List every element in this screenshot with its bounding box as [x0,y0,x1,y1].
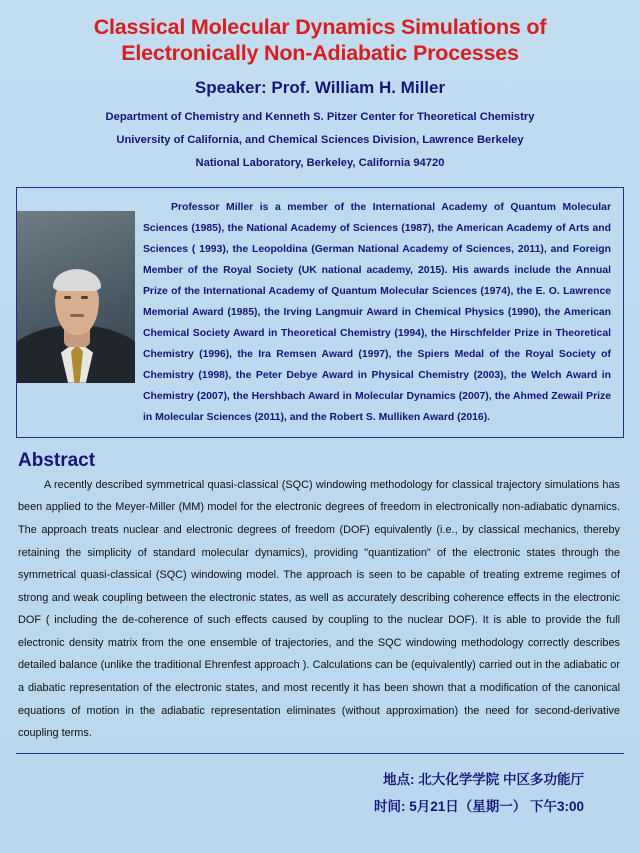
speaker-photo-wrap [17,197,135,428]
poster-title [10,0,630,67]
portrait-mouth [70,314,84,317]
portrait-eye-right [81,296,88,299]
speaker-line: Speaker: Prof. William H. Miller [194,77,446,97]
title-line-2: Electronically Non-Adiabatic Processes [121,41,519,66]
title-line-1: Classical Molecular Dynamics Simulations of [93,15,547,39]
divider [16,753,624,754]
abstract-body-wrap [18,474,620,751]
abstract-text: A recently described symmetrical quasi-classical (SQC) windowing methodology for classical trajectory simulations has been applied to the Meyer-Miller (MM) model for the electronic degrees of freedom in electronically non-adiabatic dynamics. The approach treats nuclear and electronic degrees of freedom (DOF) equivalently (i.e., by classical mechanics, thereby retaining the simplicity of standard molecular dynamics), providing "quantization" of the electronic states through the symmetrical quasi-classical (SQC) windowing model. The approach is seen to be capable of treating extreme regimes of strong and weak coupling between the electronic states, as well as accurately describing coherence effects in the electronic DOF ( including the de-coherence of such effects caused by coupling to the nuclear DOF). It is able to provide the full electronic density matrix from the one ensemble of trajectories, and the SQC windowing methodology correctly describes detailed balance (unlike the traditional Ehrenfest approach ). Calculations can be (equivalently) carried out in the adiabatic or a diabatic representation of the electronic states, and most recently it has been shown that a modification of the canonical equations of motion in the adiabatic representation eliminates (without approximation) the need for second-derivative coupling terms. [18,478,620,740]
affiliation-block [10,106,630,175]
footer-block [10,766,630,820]
biography-text-wrap [135,197,613,428]
affiliation-line-2: University of California, and Chemical Sciences Division, Lawrence Berkeley [116,133,524,146]
portrait-eye-left [64,296,71,299]
affiliation-line-3: National Laboratory, Berkeley, California 94720 [195,156,445,169]
footer-location: 地点: 北大化学学院 中区多功能厅 [383,771,584,787]
abstract-heading: Abstract [18,449,96,471]
biography-box [16,187,624,438]
footer-time: 时间: 5月21日（星期一） 下午3:00 [373,798,584,814]
biography-text: Professor Miller is a member of the International Academy of Quantum Molecular Sciences (1985), the National Academy of Sciences (1987), the American Academy of Arts and Sciences ( 1993), the Leopoldina (German National Academy of Sciences, 2011), and Foreign Member of the Royal Society (UK national academy, 2015). His awards include the Annual Prize of the International Academy of Quantum Molecular Sciences (1974), the E. O. Lawrence Memorial Award (1985), the Irving Langmuir Award in Chemical Physics (1990), the American Chemical Society Award in Theoretical Chemistry (1994), the Hirschfelder Prize in Theoretical Chemistry (1996), the Ira Remsen Award (1997), the Spiers Medal of the Royal Society of Chemistry (1998), the Peter Debye Award in Physical Chemistry (2003), the Welch Award in Chemistry (2007), the Hershbach Award in Molecular Dynamics (2007), the Ahmed Zewail Prize in Molecular Sciences (2011), and the Robert S. Mulliken Award (2016). [143,201,611,423]
affiliation-line-1: Department of Chemistry and Kenneth S. Pitzer Center for Theoretical Chemistry [105,110,535,123]
speaker-portrait-photo [17,211,135,383]
